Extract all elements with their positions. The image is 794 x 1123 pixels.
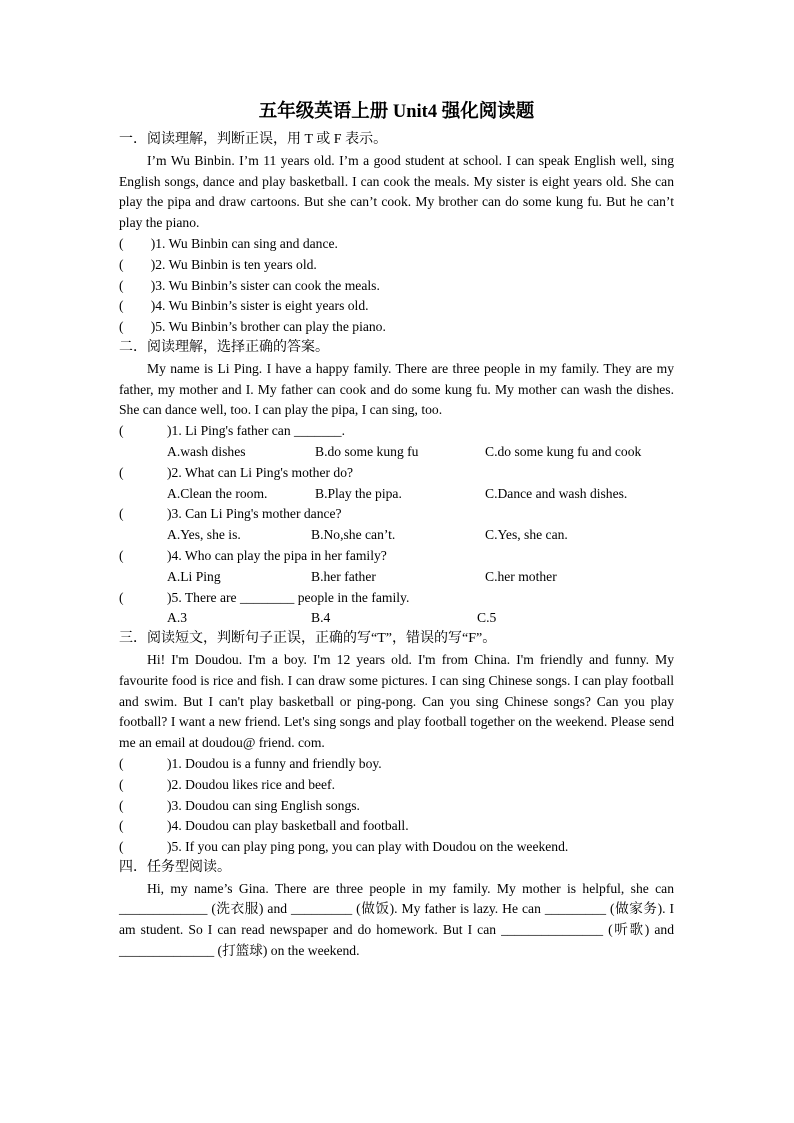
option-b: B.Play the pipa. (315, 485, 402, 501)
option-b: B.do some kung fu (315, 443, 419, 459)
worksheet-page (119, 100, 674, 962)
s2-q2-options (119, 484, 674, 505)
option-c: C.do some kung fu and cook (485, 443, 642, 459)
s3-question-5 (119, 837, 674, 858)
s1-question-1: ( )1. Wu Binbin can sing and dance. (119, 235, 338, 251)
answer-paren: ( (119, 589, 124, 605)
s2-question-4 (119, 546, 674, 567)
option-a: A.Yes, she is. (167, 527, 241, 543)
s3-question-1 (119, 754, 674, 775)
answer-paren: ( (119, 839, 124, 855)
answer-paren: ( (119, 506, 124, 522)
option-a: A.Li Ping (167, 568, 221, 584)
s2-q1-options (119, 442, 674, 463)
question-text: )4. Doudou can play basketball and football. (167, 818, 409, 834)
s2-q3-options (119, 525, 674, 546)
option-a: A.Clean the room. (167, 485, 268, 501)
question-text: )1. Li Ping's father can _______. (167, 423, 345, 439)
answer-paren: ( (119, 776, 124, 792)
answer-paren: ( (119, 464, 124, 480)
answer-paren: ( (119, 797, 124, 813)
option-c: C.her mother (485, 568, 557, 584)
question-text: )5. There are ________ people in the family. (167, 589, 410, 605)
answer-paren: ( (119, 818, 124, 834)
section-3-heading: 三．阅读短文，判断句子正误，正确的写“T”，错误的写“F”。 (119, 631, 497, 647)
section-4-passage: Hi, my name’s Gina. There are three people in my family. My mother is helpful, she can _____________ (洗衣服) and _________ (做饭). My father is lazy. He can _________ (做家务). I am student. So I can read newspaper and do homework. But I can _______________ (听歌) and ______________ (打篮球) on the weekend. (119, 880, 674, 959)
section-2-passage: My name is Li Ping. I have a happy family. There are three people in my family. They are my father, my mother and I. My father can cook and do some kung fu. My mother can wash the dishes. She can dance well, too. I can play the pipa, I can sing, too. (119, 360, 674, 418)
option-b: B.her father (311, 568, 376, 584)
section-4-heading: 四．任务型阅读。 (119, 859, 231, 875)
s3-question-2 (119, 775, 674, 796)
option-b: B.No,she can’t. (311, 527, 396, 543)
s2-q5-options (119, 608, 674, 629)
s2-question-3 (119, 504, 674, 525)
section-2-heading: 二．阅读理解，选择正确的答案。 (119, 339, 329, 355)
question-text: )1. Doudou is a funny and friendly boy. (167, 755, 382, 771)
section-3-passage: Hi! I'm Doudou. I'm a boy. I'm 12 years old. I'm from China. I'm friendly and funny. My favourite food is rice and fish. I can draw some pictures. I can sing Chinese songs. I can play football and swim. But I can't play basketball or ping-pong. Can you sing Chinese songs? Can you play football? I want a new friend. Let's sing songs and play football together on the weekend. Please send me an email at doudou@ friend. com. (119, 651, 674, 751)
answer-paren: ( (119, 423, 124, 439)
s2-q4-options (119, 567, 674, 588)
question-text: )3. Doudou can sing English songs. (167, 797, 360, 813)
question-text: )5. If you can play ping pong, you can play with Doudou on the weekend. (167, 839, 569, 855)
s3-question-3 (119, 796, 674, 817)
section-1-passage: I’m Wu Binbin. I’m 11 years old. I’m a good student at school. I can speak English well, sing English songs, dance and play basketball. I can cook the meals. My sister is eight years old. She can play the pipa and draw cartoons. But she can’t cook. My brother can do some kung fu. But he can’t play the piano. (119, 152, 674, 231)
question-text: )2. Doudou likes rice and beef. (167, 776, 335, 792)
option-a: A.3 (167, 610, 188, 626)
question-text: )4. Who can play the pipa in her family? (167, 547, 387, 563)
s2-question-5 (119, 588, 674, 609)
option-c: C.Dance and wash dishes. (485, 485, 628, 501)
answer-paren: ( (119, 755, 124, 771)
s2-question-2 (119, 463, 674, 484)
option-c: C.Yes, she can. (485, 527, 568, 543)
s1-question-5: ( )5. Wu Binbin’s brother can play the piano. (119, 319, 386, 335)
section-1-heading: 一．阅读理解，判断正误，用 T 或 F 表示。 (119, 132, 388, 147)
option-b: B.4 (311, 610, 331, 626)
option-a: A.wash dishes (167, 443, 246, 459)
page-title: 五年级英语上册 Unit4 强化阅读题 (258, 102, 535, 122)
s3-question-4 (119, 816, 674, 837)
question-text: )2. What can Li Ping's mother do? (167, 464, 354, 480)
s1-question-3: ( )3. Wu Binbin’s sister can cook the meals. (119, 277, 380, 293)
question-text: )3. Can Li Ping's mother dance? (167, 506, 342, 522)
s2-question-1 (119, 421, 674, 442)
option-c: C.5 (477, 610, 497, 626)
answer-paren: ( (119, 547, 124, 563)
s1-question-2: ( )2. Wu Binbin is ten years old. (119, 256, 317, 272)
s1-question-4: ( )4. Wu Binbin’s sister is eight years old. (119, 298, 369, 314)
